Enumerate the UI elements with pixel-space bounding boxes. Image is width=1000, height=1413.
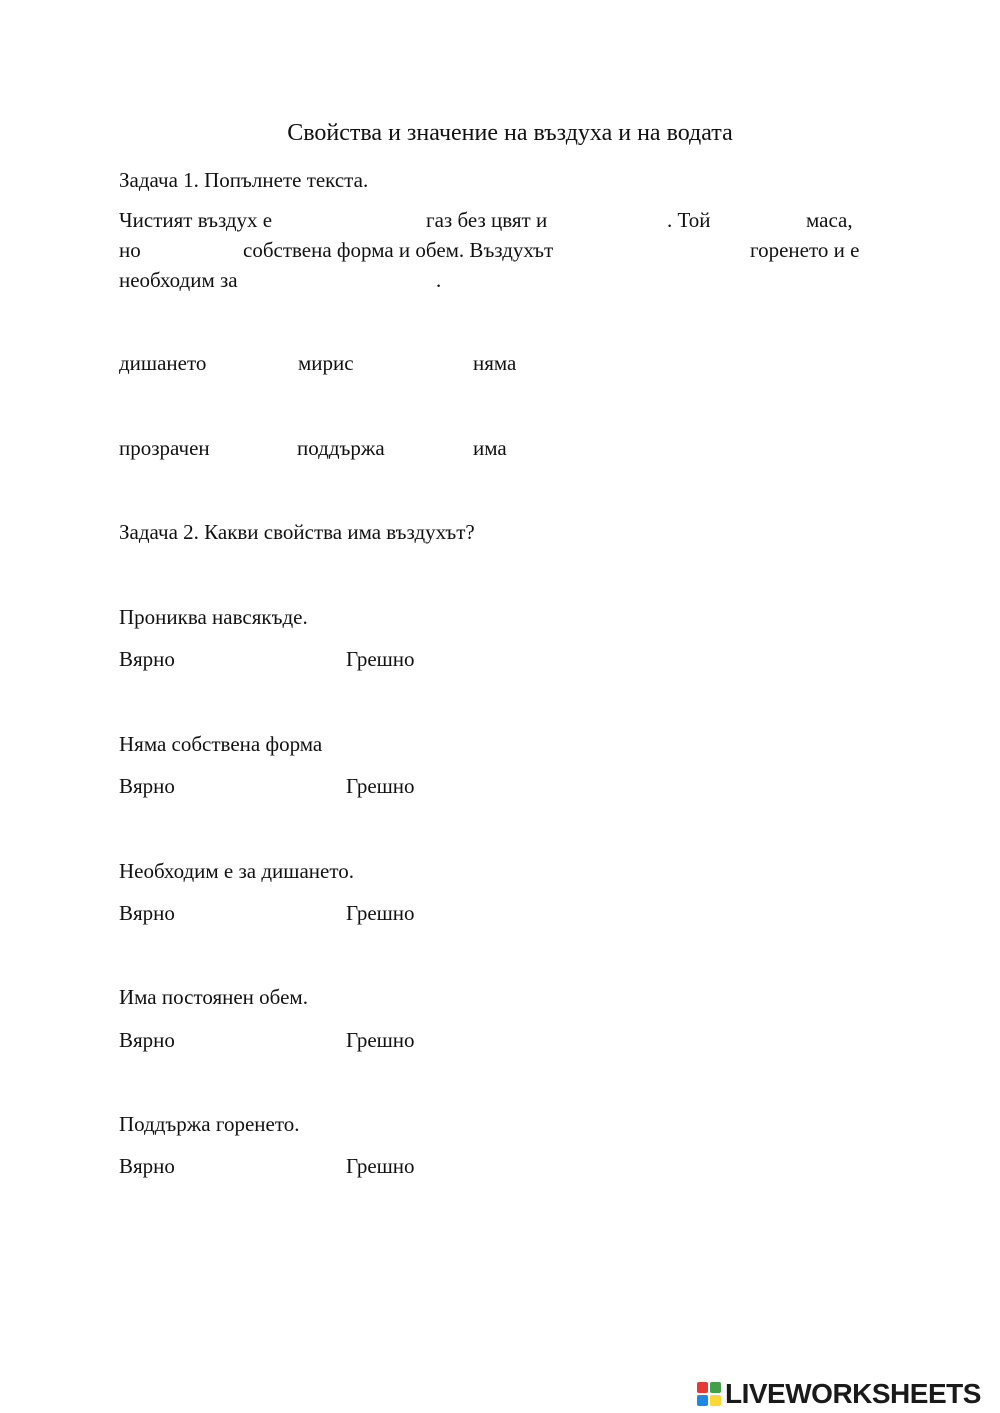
task1-text-segment: необходим за — [119, 268, 238, 292]
task1-text-segment: газ без цвят и — [426, 208, 548, 232]
task1-text-segment: . Той — [667, 208, 711, 232]
task1-heading: Задача 1. Попълнете текста. — [119, 168, 369, 192]
true-option[interactable]: Вярно — [119, 1028, 175, 1052]
false-option[interactable]: Грешно — [346, 774, 415, 798]
task1-text-segment: . — [436, 268, 442, 292]
liveworksheets-logo-icon — [697, 1382, 721, 1406]
task1-text-segment: горенето и е — [750, 238, 860, 262]
true-option[interactable]: Вярно — [119, 1154, 175, 1178]
task2-heading: Задача 2. Какви свойства има въздухът? — [119, 520, 475, 544]
page-title: Свойства и значение на въздуха и на водата — [287, 120, 733, 146]
word-bank-item: прозрачен — [119, 436, 210, 460]
task1-text-segment: но — [119, 238, 141, 262]
brand-name: LIVEWORKSHEETS — [725, 1378, 981, 1409]
false-option[interactable]: Грешно — [346, 1154, 415, 1178]
word-bank-item: няма — [473, 351, 517, 375]
statement-text: Необходим е за дишането. — [119, 859, 354, 883]
word-bank-item: мирис — [298, 351, 354, 375]
task1-text-segment: собствена форма и обем. Въздухът — [243, 238, 554, 262]
true-option[interactable]: Вярно — [119, 647, 175, 671]
task1-text-segment: маса, — [806, 208, 853, 232]
false-option[interactable]: Грешно — [346, 1028, 415, 1052]
false-option[interactable]: Грешно — [346, 647, 415, 671]
statement-text: Поддържа горенето. — [119, 1112, 300, 1136]
word-bank-item: дишането — [119, 351, 207, 375]
liveworksheets-logo — [697, 1377, 981, 1411]
true-option[interactable]: Вярно — [119, 774, 175, 798]
task1-text-segment: Чистият въздух е — [119, 208, 273, 232]
true-option[interactable]: Вярно — [119, 901, 175, 925]
statement-text: Прониква навсякъде. — [119, 605, 308, 629]
false-option[interactable]: Грешно — [346, 901, 415, 925]
statement-text: Няма собствена форма — [119, 732, 323, 756]
word-bank-item: поддържа — [297, 436, 385, 460]
word-bank-item: има — [473, 436, 507, 460]
statement-text: Има постоянен обем. — [119, 985, 308, 1009]
